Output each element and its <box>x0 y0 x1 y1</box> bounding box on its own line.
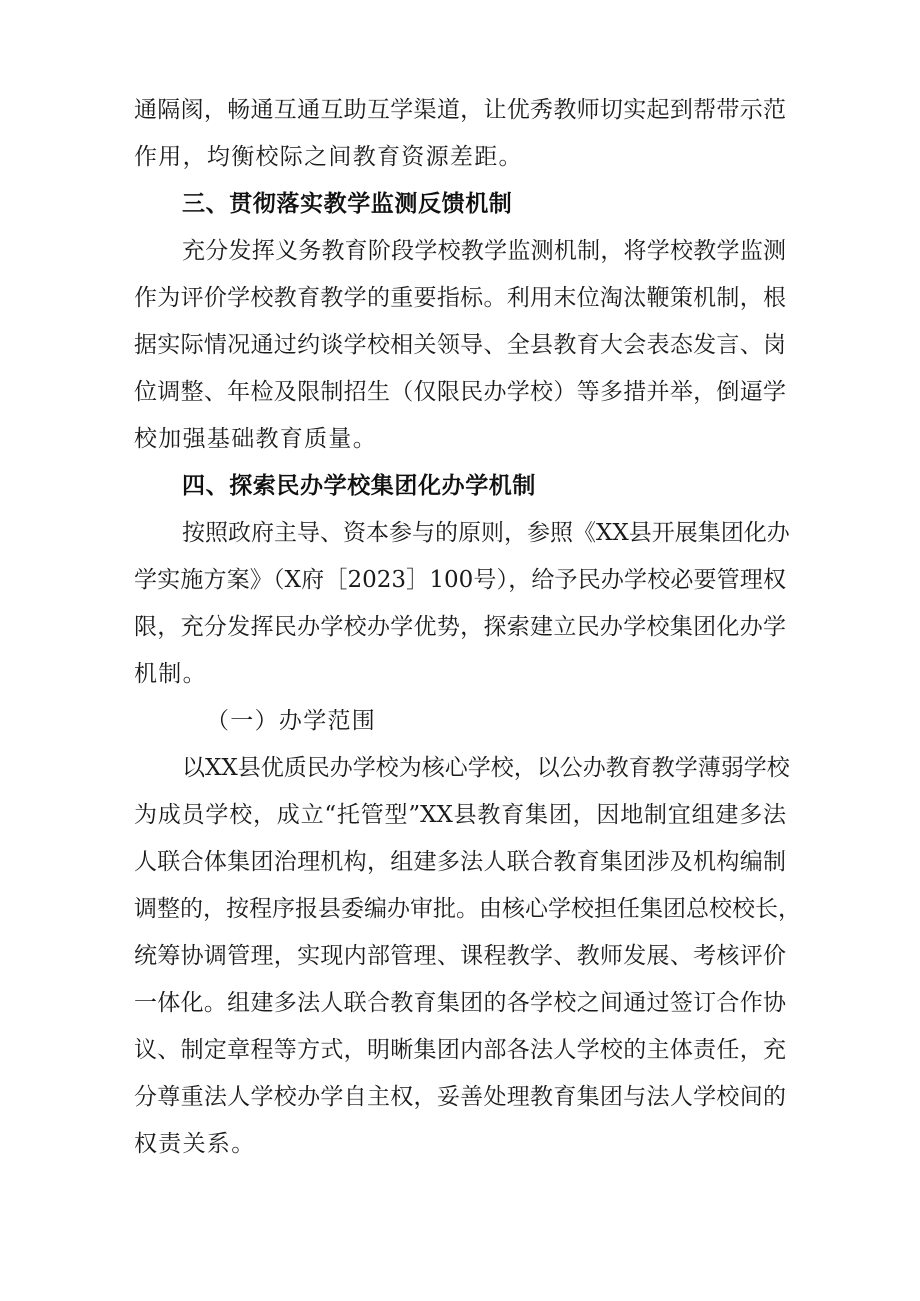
subsection-heading-1: （一）办学范围 <box>206 708 377 734</box>
paragraph-line: 位调整、年检及限制招生（仅限民办学校）等多措并举，倒逼学 <box>134 379 786 405</box>
paragraph-line: 统筹协调管理，实现内部管理、课程教学、教师发展、考核评价 <box>134 943 786 969</box>
paragraph-line: 以XX县优质民办学校为核心学校，以公办教育教学薄弱学校 <box>182 755 790 781</box>
paragraph-line: 机制。 <box>134 661 207 687</box>
paragraph-line: 议、制定章程等方式，明晰集团内部各法人学校的主体责任，充 <box>134 1037 786 1063</box>
section-heading-3: 三、贯彻落实教学监测反馈机制 <box>182 191 513 217</box>
paragraph-line: 充分发挥义务教育阶段学校教学监测机制，将学校教学监测 <box>182 238 786 264</box>
paragraph-line: 人联合体集团治理机构，组建多法人联合教育集团涉及机构编制 <box>134 849 786 875</box>
paragraph-line: 作用，均衡校际之间教育资源差距。 <box>134 144 523 170</box>
paragraph-line: 学实施方案》（X府［2023］100号），给予民办学校必要管理权 <box>134 567 786 593</box>
section-heading-4: 四、探索民办学校集团化办学机制 <box>182 473 536 499</box>
paragraph-line: 分尊重法人学校办学自主权，妥善处理教育集团与法人学校间的 <box>134 1084 786 1110</box>
paragraph-line: 调整的，按程序报县委编办审批。由核心学校担任集团总校校长， <box>134 896 801 922</box>
paragraph-line: 据实际情况通过约谈学校相关领导、全县教育大会表态发言、岗 <box>134 332 786 358</box>
section-3-paragraph <box>134 238 786 452</box>
paragraph-line: 作为评价学校教育教学的重要指标。利用末位淘汰鞭策机制，根 <box>134 285 786 311</box>
paragraph-line: 通隔阂，畅通互通互助互学渠道，让优秀教师切实起到帮带示范 <box>134 97 786 123</box>
paragraph-line: 权责关系。 <box>134 1131 256 1157</box>
document-body <box>134 97 801 1178</box>
paragraph-line: 按照政府主导、资本参与的原则，参照《XX县开展集团化办 <box>182 520 790 546</box>
intro-paragraph <box>134 97 786 170</box>
section-4-paragraph <box>134 520 790 687</box>
paragraph-line: 一体化。组建多法人联合教育集团的各学校之间通过签订合作协 <box>134 990 786 1016</box>
paragraph-line: 校加强基础教育质量。 <box>134 426 377 452</box>
paragraph-line: 限，充分发挥民办学校办学优势，探索建立民办学校集团化办学 <box>134 614 786 640</box>
subsection-1-paragraph <box>134 755 801 1157</box>
paragraph-line: 为成员学校，成立“托管型”XX县教育集团，因地制宜组建多法 <box>134 802 786 828</box>
